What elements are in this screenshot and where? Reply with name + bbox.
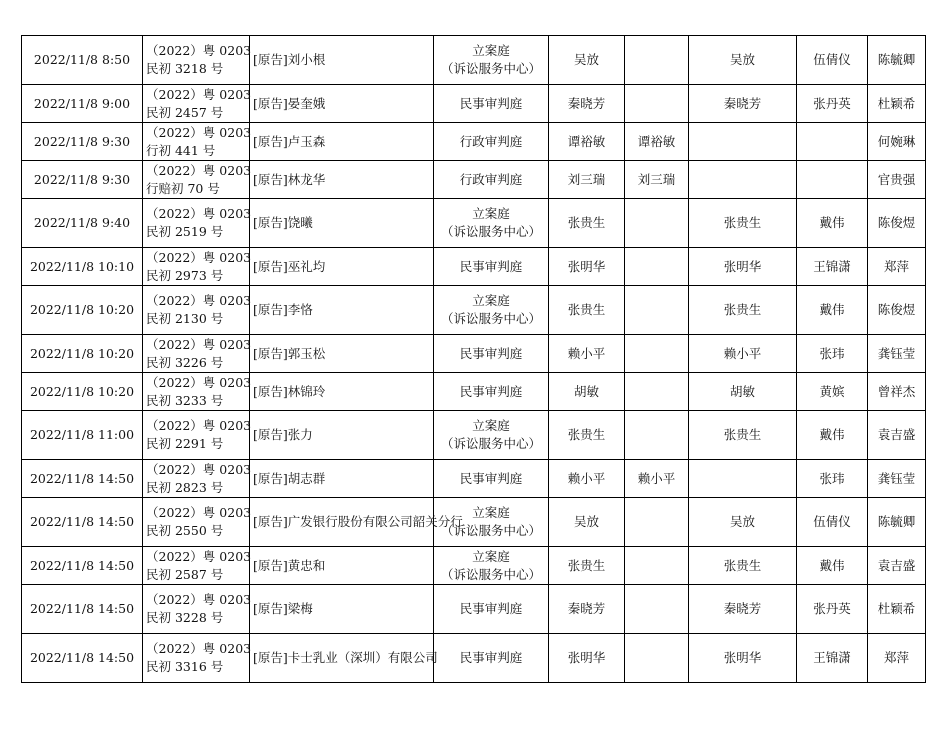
personnel-cell-2 (625, 199, 689, 248)
case-number-cell (143, 286, 250, 335)
personnel-cell-1: 谭裕敏 (549, 123, 625, 161)
party-cell: [原告]巫礼均 (250, 248, 434, 286)
department-cell (434, 585, 549, 634)
case-number-suffix: 民初 2550 号 (146, 523, 224, 538)
party-cell: [原告]梁梅 (250, 585, 434, 634)
personnel-cell-2: 赖小平 (625, 460, 689, 498)
case-number-prefix: （2022）粤 0203 (146, 548, 252, 564)
personnel-cell-1: 吴放 (549, 36, 625, 85)
personnel-cell-3: 秦晓芳 (689, 85, 797, 123)
case-number-prefix: （2022）粤 0203 (146, 86, 252, 102)
hearing-schedule-table (21, 35, 926, 683)
table-row (22, 85, 926, 123)
case-number-suffix: 民初 3228 号 (146, 610, 224, 625)
table-row (22, 634, 926, 683)
personnel-cell-4: 戴伟 (797, 411, 868, 460)
hearing-time-cell: 2022/11/8 11:00 (22, 411, 143, 460)
case-number-suffix: 民初 3226 号 (146, 354, 224, 370)
department-name: 立案庭 (472, 206, 510, 221)
department-cell (434, 411, 549, 460)
party-cell: [原告]胡志群 (250, 460, 434, 498)
case-number-cell (143, 547, 250, 585)
personnel-cell-4: 伍倩仪 (797, 498, 868, 547)
case-number-suffix: 行初 441 号 (146, 142, 216, 158)
personnel-cell-1: 张明华 (549, 634, 625, 683)
hearing-time-cell: 2022/11/8 10:20 (22, 286, 143, 335)
personnel-cell-4: 戴伟 (797, 547, 868, 585)
personnel-cell-1: 赖小平 (549, 335, 625, 373)
department-name: 立案庭 (472, 43, 510, 58)
table-row (22, 199, 926, 248)
personnel-cell-3 (689, 161, 797, 199)
personnel-cell-3: 张贵生 (689, 199, 797, 248)
table-row (22, 411, 926, 460)
case-number-cell (143, 199, 250, 248)
personnel-cell-4: 张玮 (797, 335, 868, 373)
department-name: 民事审判庭 (459, 95, 523, 111)
hearing-time-cell: 2022/11/8 10:20 (22, 373, 143, 411)
department-name: 民事审判庭 (459, 345, 523, 361)
hearing-time-cell: 2022/11/8 14:50 (22, 585, 143, 634)
personnel-cell-2 (625, 373, 689, 411)
case-number-prefix: （2022）粤 0203 (146, 418, 252, 433)
department-subname: （诉讼服务中心） (440, 224, 541, 239)
case-number-cell (143, 460, 250, 498)
personnel-cell-1: 刘三瑞 (549, 161, 625, 199)
department-cell (434, 373, 549, 411)
case-number-suffix: 民初 2973 号 (146, 267, 224, 283)
personnel-cell-4: 戴伟 (797, 286, 868, 335)
personnel-cell-3: 吴放 (689, 36, 797, 85)
case-number-cell (143, 585, 250, 634)
hearing-time-cell: 2022/11/8 14:50 (22, 634, 143, 683)
case-number-prefix: （2022）粤 0203 (146, 293, 252, 308)
case-number-prefix: （2022）粤 0203 (146, 124, 252, 140)
personnel-cell-2 (625, 85, 689, 123)
table-row (22, 335, 926, 373)
case-number-suffix: 民初 2130 号 (146, 311, 224, 326)
table-row (22, 585, 926, 634)
party-cell: [原告]晏奎娥 (250, 85, 434, 123)
hearing-time-cell: 2022/11/8 8:50 (22, 36, 143, 85)
hearing-time-cell: 2022/11/8 14:50 (22, 460, 143, 498)
personnel-cell-2 (625, 335, 689, 373)
personnel-cell-1: 张贵生 (549, 411, 625, 460)
personnel-cell-2 (625, 286, 689, 335)
department-subname: （诉讼服务中心） (440, 566, 541, 582)
case-number-suffix: 民初 2291 号 (146, 436, 224, 451)
personnel-cell-1: 秦晓芳 (549, 85, 625, 123)
personnel-cell-5: 陈俊煜 (868, 286, 926, 335)
department-cell (434, 36, 549, 85)
department-cell (434, 161, 549, 199)
hearing-time-cell: 2022/11/8 10:20 (22, 335, 143, 373)
case-number-cell (143, 335, 250, 373)
hearing-time-cell: 2022/11/8 14:50 (22, 547, 143, 585)
personnel-cell-1: 张贵生 (549, 547, 625, 585)
case-number-prefix: （2022）粤 0203 (146, 162, 252, 178)
case-number-prefix: （2022）粤 0203 (146, 336, 252, 352)
department-name: 立案庭 (472, 293, 510, 308)
personnel-cell-2 (625, 498, 689, 547)
personnel-cell-1: 张贵生 (549, 286, 625, 335)
department-name: 立案庭 (472, 418, 510, 433)
table-row (22, 286, 926, 335)
personnel-cell-4: 王锦潇 (797, 634, 868, 683)
personnel-cell-1: 胡敏 (549, 373, 625, 411)
case-number-cell (143, 161, 250, 199)
personnel-cell-2 (625, 36, 689, 85)
hearing-time-cell: 2022/11/8 14:50 (22, 498, 143, 547)
table-row (22, 373, 926, 411)
personnel-cell-3: 张明华 (689, 248, 797, 286)
hearing-time-cell: 2022/11/8 9:00 (22, 85, 143, 123)
department-subname: （诉讼服务中心） (440, 311, 541, 326)
personnel-cell-4 (797, 161, 868, 199)
personnel-cell-3: 赖小平 (689, 335, 797, 373)
department-subname: （诉讼服务中心） (440, 436, 541, 451)
department-name: 行政审判庭 (459, 171, 523, 187)
personnel-cell-4: 张玮 (797, 460, 868, 498)
party-cell: [原告]林龙华 (250, 161, 434, 199)
case-number-cell (143, 411, 250, 460)
personnel-cell-2 (625, 248, 689, 286)
personnel-cell-3: 秦晓芳 (689, 585, 797, 634)
personnel-cell-4: 张丹英 (797, 85, 868, 123)
personnel-cell-3: 张贵生 (689, 411, 797, 460)
department-name: 民事审判庭 (459, 258, 523, 274)
department-cell (434, 286, 549, 335)
department-cell (434, 248, 549, 286)
department-cell (434, 123, 549, 161)
hearing-time-cell: 2022/11/8 10:10 (22, 248, 143, 286)
case-number-cell (143, 36, 250, 85)
personnel-cell-2: 谭裕敏 (625, 123, 689, 161)
table-row (22, 161, 926, 199)
personnel-cell-5: 杜颖希 (868, 85, 926, 123)
personnel-cell-1: 吴放 (549, 498, 625, 547)
department-name: 民事审判庭 (459, 601, 523, 616)
case-number-cell (143, 85, 250, 123)
personnel-cell-3 (689, 460, 797, 498)
personnel-cell-5: 袁吉盛 (868, 547, 926, 585)
case-number-suffix: 民初 2587 号 (146, 566, 224, 582)
party-cell: [原告]广发银行股份有限公司韶关分行 (250, 498, 434, 547)
personnel-cell-1: 秦晓芳 (549, 585, 625, 634)
personnel-cell-5: 陈毓卿 (868, 498, 926, 547)
hearing-time-cell: 2022/11/8 9:30 (22, 123, 143, 161)
case-number-suffix: 民初 2457 号 (146, 104, 224, 120)
case-number-prefix: （2022）粤 0203 (146, 505, 252, 520)
personnel-cell-5: 龚钰莹 (868, 460, 926, 498)
party-cell: [原告]卢玉森 (250, 123, 434, 161)
personnel-cell-5: 陈俊煜 (868, 199, 926, 248)
personnel-cell-4: 戴伟 (797, 199, 868, 248)
personnel-cell-2: 刘三瑞 (625, 161, 689, 199)
personnel-cell-4: 张丹英 (797, 585, 868, 634)
case-number-cell (143, 373, 250, 411)
schedule-rows (22, 36, 926, 683)
department-name: 立案庭 (472, 505, 510, 520)
case-number-prefix: （2022）粤 0203 (146, 249, 252, 265)
department-name: 民事审判庭 (459, 650, 523, 665)
department-cell (434, 199, 549, 248)
department-cell (434, 547, 549, 585)
case-number-suffix: 民初 3316 号 (146, 659, 224, 674)
department-cell (434, 634, 549, 683)
case-number-prefix: （2022）粤 0203 (146, 461, 252, 477)
personnel-cell-3: 张贵生 (689, 286, 797, 335)
table-row (22, 123, 926, 161)
case-number-suffix: 民初 2823 号 (146, 479, 224, 495)
hearing-time-cell: 2022/11/8 9:40 (22, 199, 143, 248)
personnel-cell-2 (625, 634, 689, 683)
personnel-cell-3: 张明华 (689, 634, 797, 683)
personnel-cell-5: 郑萍 (868, 634, 926, 683)
party-cell: [原告]刘小根 (250, 36, 434, 85)
department-name: 立案庭 (472, 548, 510, 564)
case-number-cell (143, 123, 250, 161)
case-number-cell (143, 634, 250, 683)
table-row (22, 460, 926, 498)
personnel-cell-5: 郑萍 (868, 248, 926, 286)
table-row (22, 547, 926, 585)
department-name: 民事审判庭 (459, 470, 523, 486)
department-name: 民事审判庭 (459, 383, 523, 399)
party-cell: [原告]林锦玲 (250, 373, 434, 411)
case-number-suffix: 民初 3233 号 (146, 392, 224, 408)
case-number-prefix: （2022）粤 0203 (146, 592, 252, 607)
department-cell (434, 498, 549, 547)
table-row (22, 36, 926, 85)
case-number-cell (143, 498, 250, 547)
case-number-prefix: （2022）粤 0203 (146, 43, 252, 58)
personnel-cell-3: 胡敏 (689, 373, 797, 411)
party-cell: [原告]李恪 (250, 286, 434, 335)
personnel-cell-5: 龚钰莹 (868, 335, 926, 373)
party-cell: [原告]饶曦 (250, 199, 434, 248)
personnel-cell-1: 张明华 (549, 248, 625, 286)
personnel-cell-1: 张贵生 (549, 199, 625, 248)
party-cell: [原告]黄忠和 (250, 547, 434, 585)
personnel-cell-3: 张贵生 (689, 547, 797, 585)
personnel-cell-4: 黄嫔 (797, 373, 868, 411)
case-number-suffix: 民初 3218 号 (146, 61, 224, 76)
personnel-cell-5: 官贵强 (868, 161, 926, 199)
department-subname: （诉讼服务中心） (440, 61, 541, 76)
department-subname: （诉讼服务中心） (440, 523, 541, 538)
department-name: 行政审判庭 (459, 133, 523, 149)
personnel-cell-4: 王锦潇 (797, 248, 868, 286)
table-row (22, 248, 926, 286)
personnel-cell-3: 吴放 (689, 498, 797, 547)
case-number-suffix: 民初 2519 号 (146, 224, 224, 239)
personnel-cell-5: 陈毓卿 (868, 36, 926, 85)
personnel-cell-4 (797, 123, 868, 161)
party-cell: [原告]张力 (250, 411, 434, 460)
case-number-prefix: （2022）粤 0203 (146, 641, 252, 656)
department-cell (434, 85, 549, 123)
hearing-time-cell: 2022/11/8 9:30 (22, 161, 143, 199)
personnel-cell-3 (689, 123, 797, 161)
case-number-suffix: 行赔初 70 号 (146, 180, 220, 196)
personnel-cell-2 (625, 585, 689, 634)
personnel-cell-5: 杜颖希 (868, 585, 926, 634)
party-cell: [原告]郭玉松 (250, 335, 434, 373)
case-number-prefix: （2022）粤 0203 (146, 206, 252, 221)
personnel-cell-5: 袁吉盛 (868, 411, 926, 460)
personnel-cell-1: 赖小平 (549, 460, 625, 498)
personnel-cell-5: 何婉琳 (868, 123, 926, 161)
personnel-cell-2 (625, 547, 689, 585)
case-number-prefix: （2022）粤 0203 (146, 374, 252, 390)
party-cell: [原告]卡士乳业（深圳）有限公司 (250, 634, 434, 683)
department-cell (434, 460, 549, 498)
personnel-cell-4: 伍倩仪 (797, 36, 868, 85)
table-row (22, 498, 926, 547)
personnel-cell-2 (625, 411, 689, 460)
case-number-cell (143, 248, 250, 286)
department-cell (434, 335, 549, 373)
personnel-cell-5: 曾祥杰 (868, 373, 926, 411)
